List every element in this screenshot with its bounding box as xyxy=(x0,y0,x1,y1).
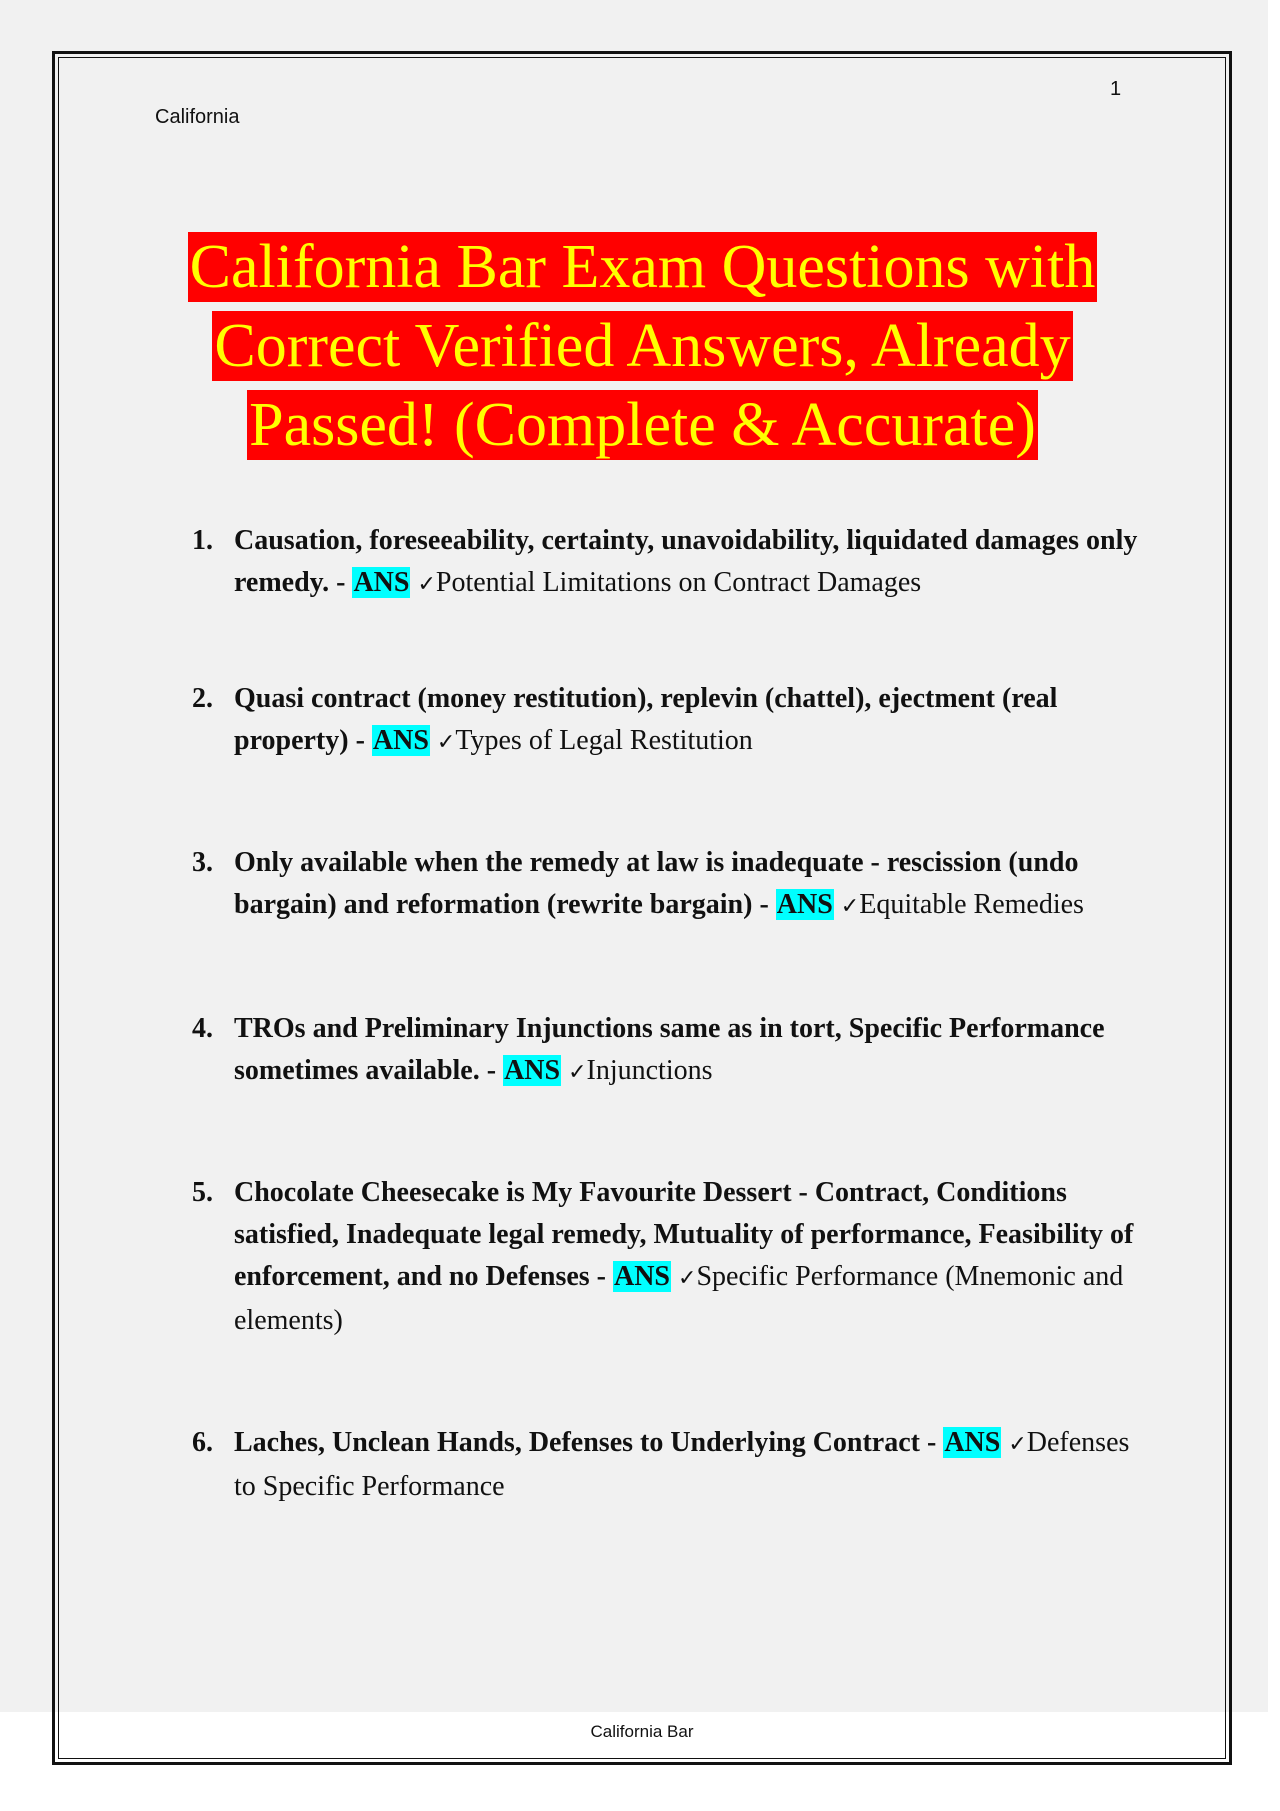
list-item xyxy=(190,1422,1150,1508)
question-text: Laches, Unclean Hands, Defenses to Underlying Contract - xyxy=(234,1427,944,1458)
page-number: 1 xyxy=(1110,78,1122,100)
answer-text: Types of Legal Restitution xyxy=(455,725,753,756)
page-header: California xyxy=(155,106,240,128)
ans-label: ANS xyxy=(613,1261,670,1292)
list-item xyxy=(190,678,1150,764)
checkmark-icon: ✓ xyxy=(678,1266,697,1291)
list-item xyxy=(190,842,1150,928)
answer-text: Injunctions xyxy=(586,1055,713,1086)
item-number: 5. xyxy=(192,1177,213,1208)
list-item xyxy=(190,1008,1150,1094)
list-item xyxy=(190,520,1150,606)
checkmark-icon: ✓ xyxy=(568,1060,587,1085)
question-text: Causation, foreseeability, certainty, unavoidability, liquidated damages only remedy. - xyxy=(234,525,1138,598)
page-footer: California Bar xyxy=(590,1722,694,1741)
question-text: TROs and Preliminary Injunctions same as in tort, Specific Performance sometimes available. - xyxy=(234,1013,1105,1086)
item-number: 3. xyxy=(192,847,213,878)
question-text: Chocolate Cheesecake is My Favourite Dessert - Contract, Conditions satisfied, Inadequate legal remedy, Mutuality of performance, Feasibility of enforcement, and no Defenses - xyxy=(234,1177,1134,1292)
title-line-2: Correct Verified Answers, Already xyxy=(214,312,1071,380)
answer-text: Potential Limitations on Contract Damages xyxy=(435,567,922,598)
question-answer-list xyxy=(190,520,1150,1508)
item-number: 4. xyxy=(192,1013,213,1044)
list-item xyxy=(190,1172,1150,1342)
document-title xyxy=(120,232,1165,469)
checkmark-icon: ✓ xyxy=(417,572,436,597)
item-number: 6. xyxy=(192,1427,213,1458)
question-text: Quasi contract (money restitution), replevin (chattel), ejectment (real property) - xyxy=(234,683,1058,756)
answer-text: Equitable Remedies xyxy=(859,889,1084,920)
answer-text: Specific Performance (Mnemonic and elements) xyxy=(234,1261,1124,1336)
item-number: 2. xyxy=(192,683,213,714)
title-line-1: California Bar Exam Questions with xyxy=(189,233,1096,301)
ans-label: ANS xyxy=(776,889,833,920)
title-line-3: Passed! (Complete & Accurate) xyxy=(249,391,1036,459)
checkmark-icon: ✓ xyxy=(436,730,456,755)
ans-label: ANS xyxy=(372,725,429,756)
checkmark-icon: ✓ xyxy=(840,894,860,919)
ans-label: ANS xyxy=(944,1427,1001,1458)
item-number: 1. xyxy=(192,525,213,556)
ans-label: ANS xyxy=(353,567,410,598)
ans-label: ANS xyxy=(504,1055,561,1086)
question-text: Only available when the remedy at law is inadequate - rescission (undo bargain) and reformation (rewrite bargain) - xyxy=(234,847,1079,920)
checkmark-icon: ✓ xyxy=(1008,1432,1027,1457)
answer-text: Defenses to Specific Performance xyxy=(234,1427,1130,1502)
